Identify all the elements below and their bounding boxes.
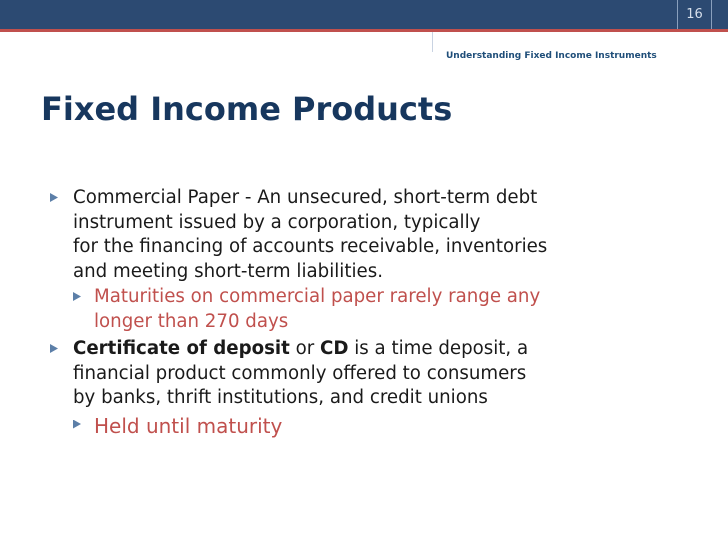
cd-rest: is a time deposit, a xyxy=(348,338,529,359)
bullet-arrow-icon xyxy=(50,344,58,353)
bullet-line: instrument issued by a corporation, typically xyxy=(73,211,481,233)
bullet-commercial-paper xyxy=(48,186,718,284)
bullet-line: and meeting short-term liabilities. xyxy=(73,260,383,282)
header-bar xyxy=(0,0,728,29)
sub-bullet-line: Held until maturity xyxy=(94,413,283,438)
cd-or: or xyxy=(289,338,321,359)
sub-bullet-held-until-maturity xyxy=(48,413,718,440)
bullet-line xyxy=(73,337,718,362)
running-header: Understanding Fixed Income Instruments xyxy=(446,51,657,61)
bullet-arrow-icon xyxy=(73,292,81,301)
bullet-line: financial product commonly offered to consumers xyxy=(73,362,527,384)
slide-body xyxy=(48,186,718,440)
bullet-line: by banks, thrift institutions, and credit unions xyxy=(73,387,488,408)
bullet-certificate-of-deposit xyxy=(48,337,718,411)
cd-abbr: CD xyxy=(320,338,349,359)
bullet-arrow-icon xyxy=(50,193,58,202)
bullet-line: for the financing of accounts receivable, inventories xyxy=(73,236,548,257)
header-tab-outline xyxy=(432,32,728,52)
sub-bullet-maturities xyxy=(48,285,718,334)
slide-title: Fixed Income Products xyxy=(41,90,453,128)
bullet-arrow-icon xyxy=(73,420,81,429)
sub-bullet-line: Maturities on commercial paper rarely range any xyxy=(94,286,541,307)
cd-term: Certificate of deposit xyxy=(73,338,290,359)
page-number: 16 xyxy=(677,0,712,29)
bullet-line: Commercial Paper - An unsecured, short-term debt xyxy=(73,187,538,208)
sub-bullet-line: longer than 270 days xyxy=(94,310,289,332)
